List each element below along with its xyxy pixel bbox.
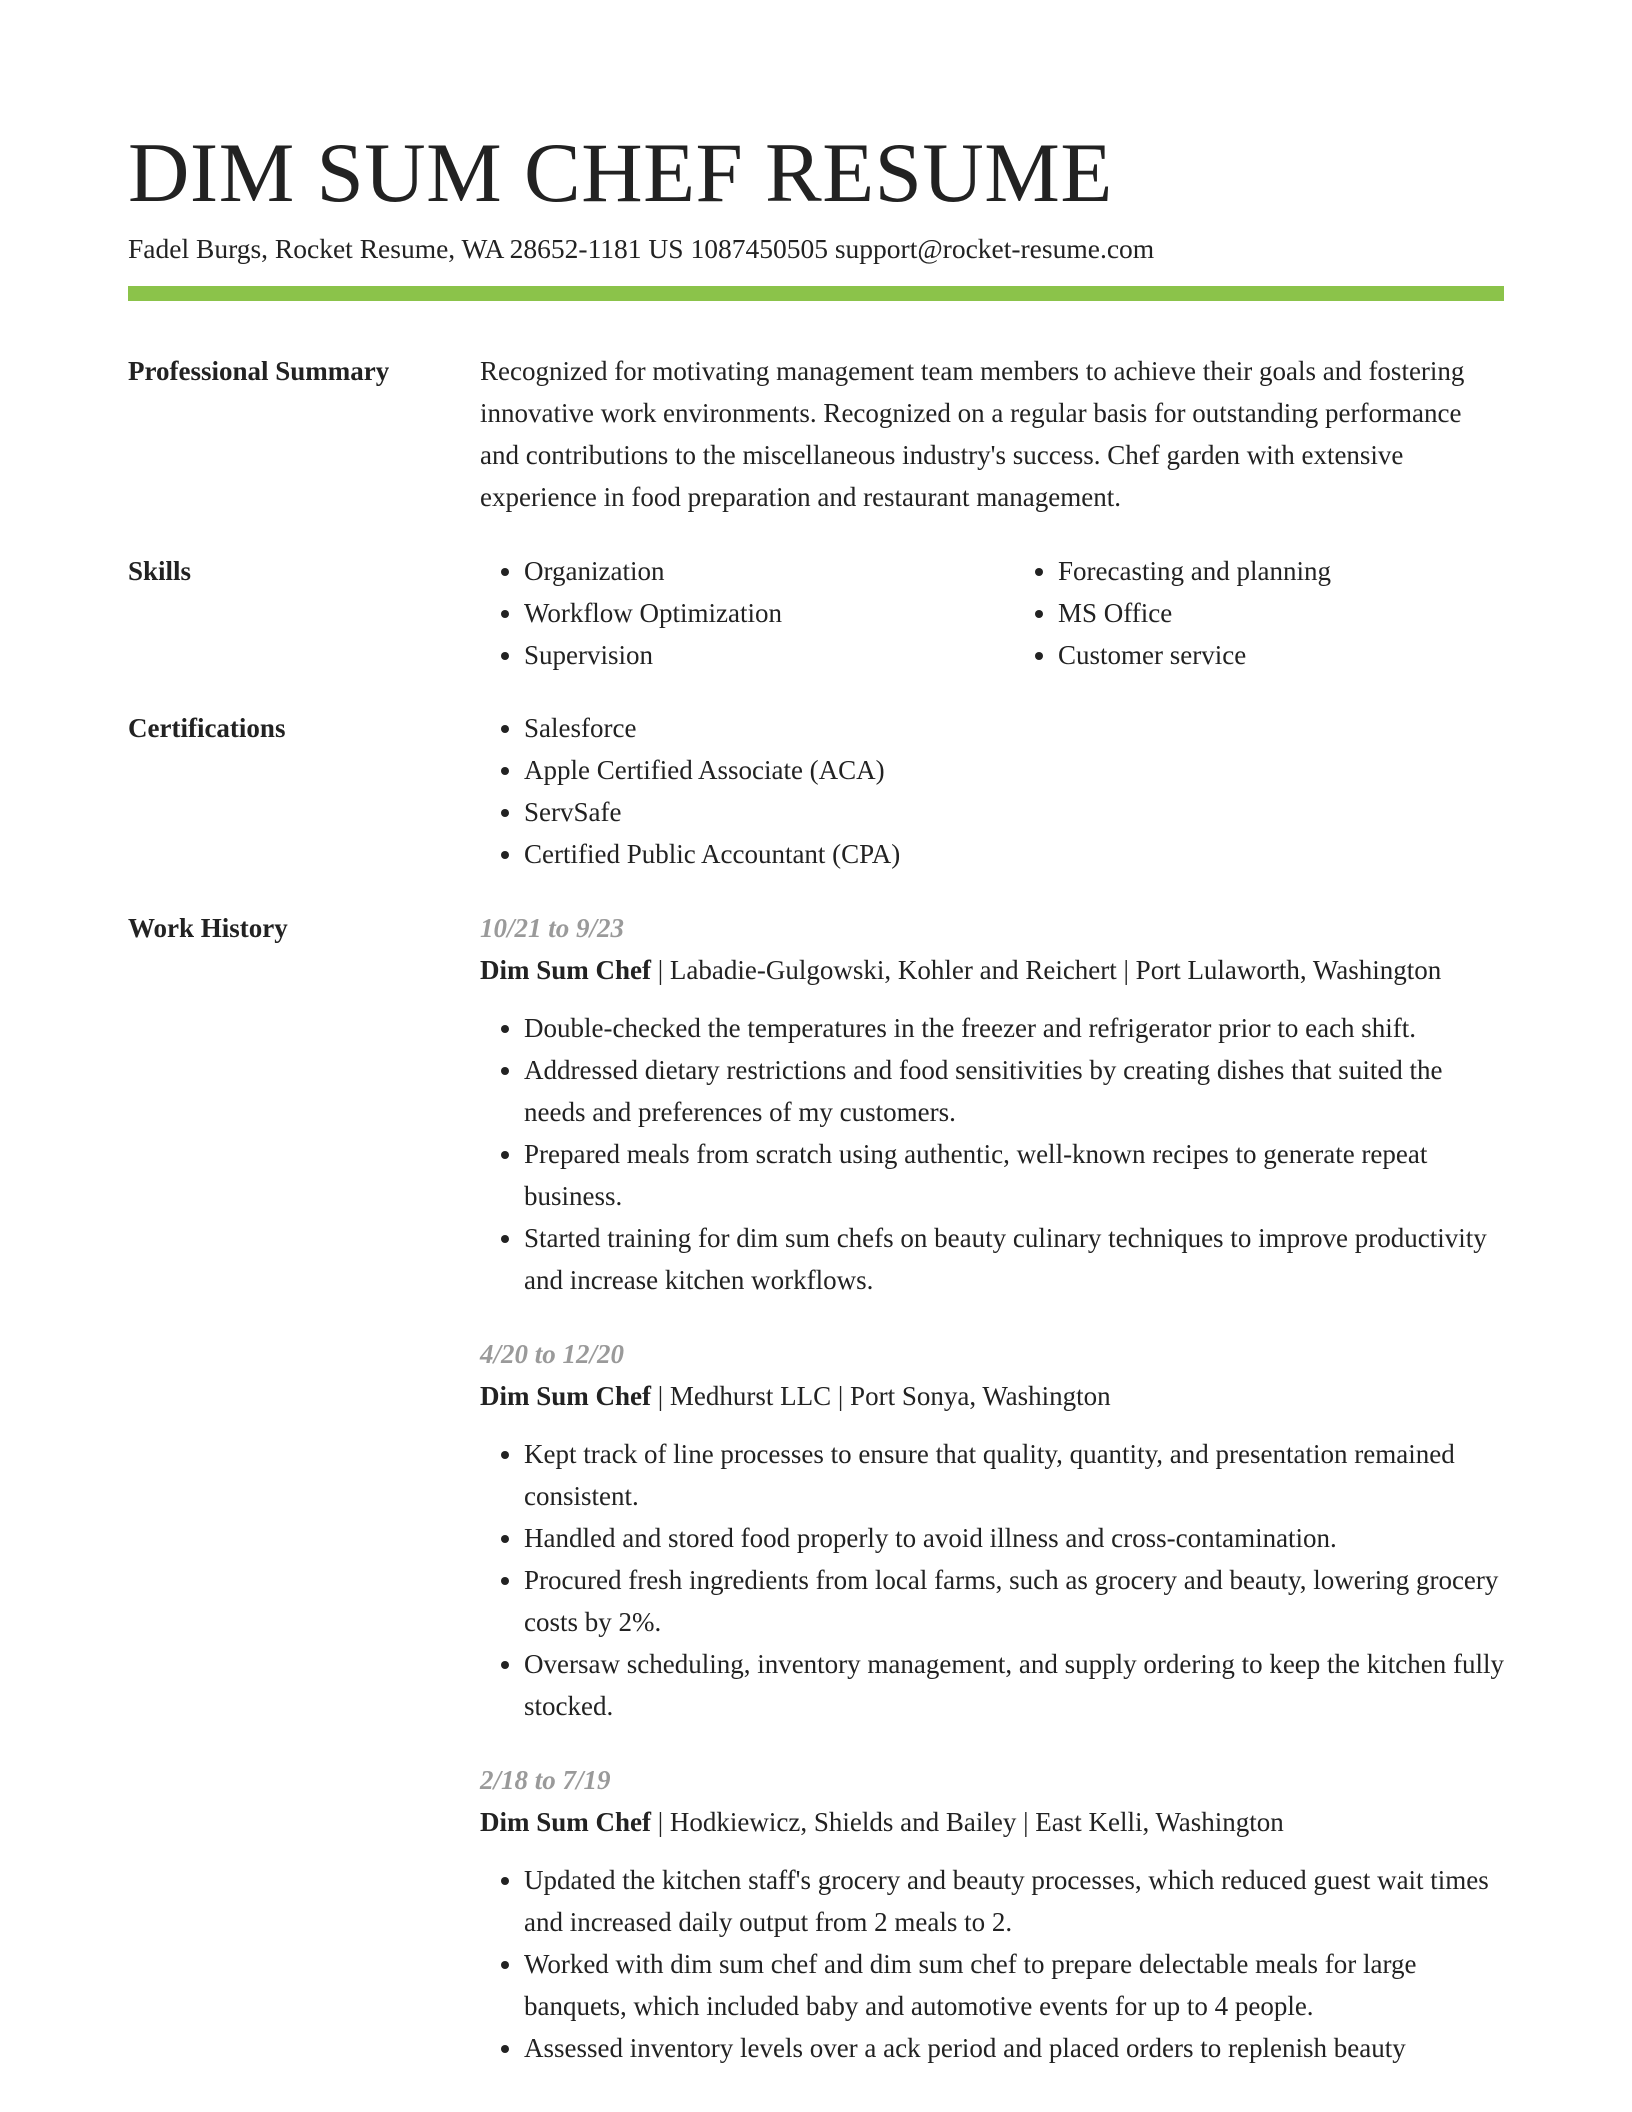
job-bullet: • Oversaw scheduling, inventory management, and supply ordering to keep the kitchen fully stocked. [524, 1643, 1504, 1727]
job-entry [480, 1759, 1504, 2069]
job-bullets [480, 1859, 1504, 2069]
skill-item: • Supervision [524, 634, 970, 676]
certifications-list [480, 707, 1504, 875]
skills-body [480, 550, 1504, 676]
certifications-body [480, 707, 1504, 875]
job-dates: 2/18 to 7/19 [480, 1765, 611, 1795]
skill-item: • Workflow Optimization [524, 592, 970, 634]
job-bullet: • Double-checked the temperatures in the freezer and refrigerator prior to each shift. [524, 1007, 1504, 1049]
skill-item: • Organization [524, 550, 970, 592]
job-details: | Hodkiewicz, Shields and Bailey | East Kelli, Washington [651, 1807, 1284, 1837]
summary-label: Professional Summary [128, 356, 390, 386]
certification-item: • ServSafe [524, 791, 1504, 833]
contact-line: Fadel Burgs, Rocket Resume, WA 28652-1181 US 1087450505 support@rocket-resume.com [128, 233, 1155, 264]
job-entry [480, 1333, 1504, 1727]
skills-list-left [480, 550, 970, 676]
job-bullet: • Procured fresh ingredients from local farms, such as grocery and beauty, lowering grocery costs by 2%. [524, 1559, 1504, 1643]
job-bullet: • Addressed dietary restrictions and food sensitivities by creating dishes that suited the needs and preferences of my customers. [524, 1049, 1504, 1133]
work-history-body [480, 907, 1504, 2101]
job-bullet: • Assessed inventory levels over a ack period and placed orders to replenish beauty [524, 2027, 1504, 2069]
job-heading [480, 1375, 1504, 1417]
job-bullet: • Worked with dim sum chef and dim sum chef to prepare delectable meals for large banquets, which included baby and automotive events for up to 4 people. [524, 1943, 1504, 2027]
job-bullet: • Kept track of line processes to ensure that quality, quantity, and presentation remained consistent. [524, 1433, 1504, 1517]
job-bullets [480, 1007, 1504, 1301]
summary-body [480, 350, 1504, 518]
certification-item: • Apple Certified Associate (ACA) [524, 749, 1504, 791]
job-dates: 10/21 to 9/23 [480, 913, 625, 943]
resume-title: DIM SUM CHEF RESUME [128, 126, 1113, 220]
work-history-label: Work History [128, 913, 288, 943]
certification-item: • Salesforce [524, 707, 1504, 749]
skills-list-right [1014, 550, 1504, 676]
job-title: Dim Sum Chef [480, 1381, 652, 1411]
certifications-label: Certifications [128, 713, 286, 743]
job-bullet: • Updated the kitchen staff's grocery and beauty processes, which reduced guest wait times and increased daily output from 2 meals to 2. [524, 1859, 1504, 1943]
summary-text: Recognized for motivating management team members to achieve their goals and fostering innovative work environments. Recognized on a regular basis for outstanding performance and contributions to the miscellaneous industry's success. Chef garden with extensive experience in food preparation and restaurant management. [480, 356, 1465, 512]
job-details: | Medhurst LLC | Port Sonya, Washington [651, 1381, 1111, 1411]
job-title: Dim Sum Chef [480, 955, 652, 985]
job-details: | Labadie-Gulgowski, Kohler and Reichert | Port Lulaworth, Washington [651, 955, 1442, 985]
job-heading [480, 949, 1504, 991]
job-dates: 4/20 to 12/20 [480, 1339, 625, 1369]
job-bullet: • Prepared meals from scratch using authentic, well-known recipes to generate repeat business. [524, 1133, 1504, 1217]
job-bullet: • Started training for dim sum chefs on beauty culinary techniques to improve productivity and increase kitchen workflows. [524, 1217, 1504, 1301]
job-heading [480, 1801, 1504, 1843]
job-bullet: • Handled and stored food properly to avoid illness and cross-contamination. [524, 1517, 1504, 1559]
skill-item: • Customer service [1058, 634, 1504, 676]
certification-item: • Certified Public Accountant (CPA) [524, 833, 1504, 875]
job-entry [480, 907, 1504, 1301]
job-bullets [480, 1433, 1504, 1727]
accent-divider [128, 286, 1504, 301]
skill-item: • Forecasting and planning [1058, 550, 1504, 592]
skills-label: Skills [128, 556, 192, 586]
skill-item: • MS Office [1058, 592, 1504, 634]
job-title: Dim Sum Chef [480, 1807, 652, 1837]
